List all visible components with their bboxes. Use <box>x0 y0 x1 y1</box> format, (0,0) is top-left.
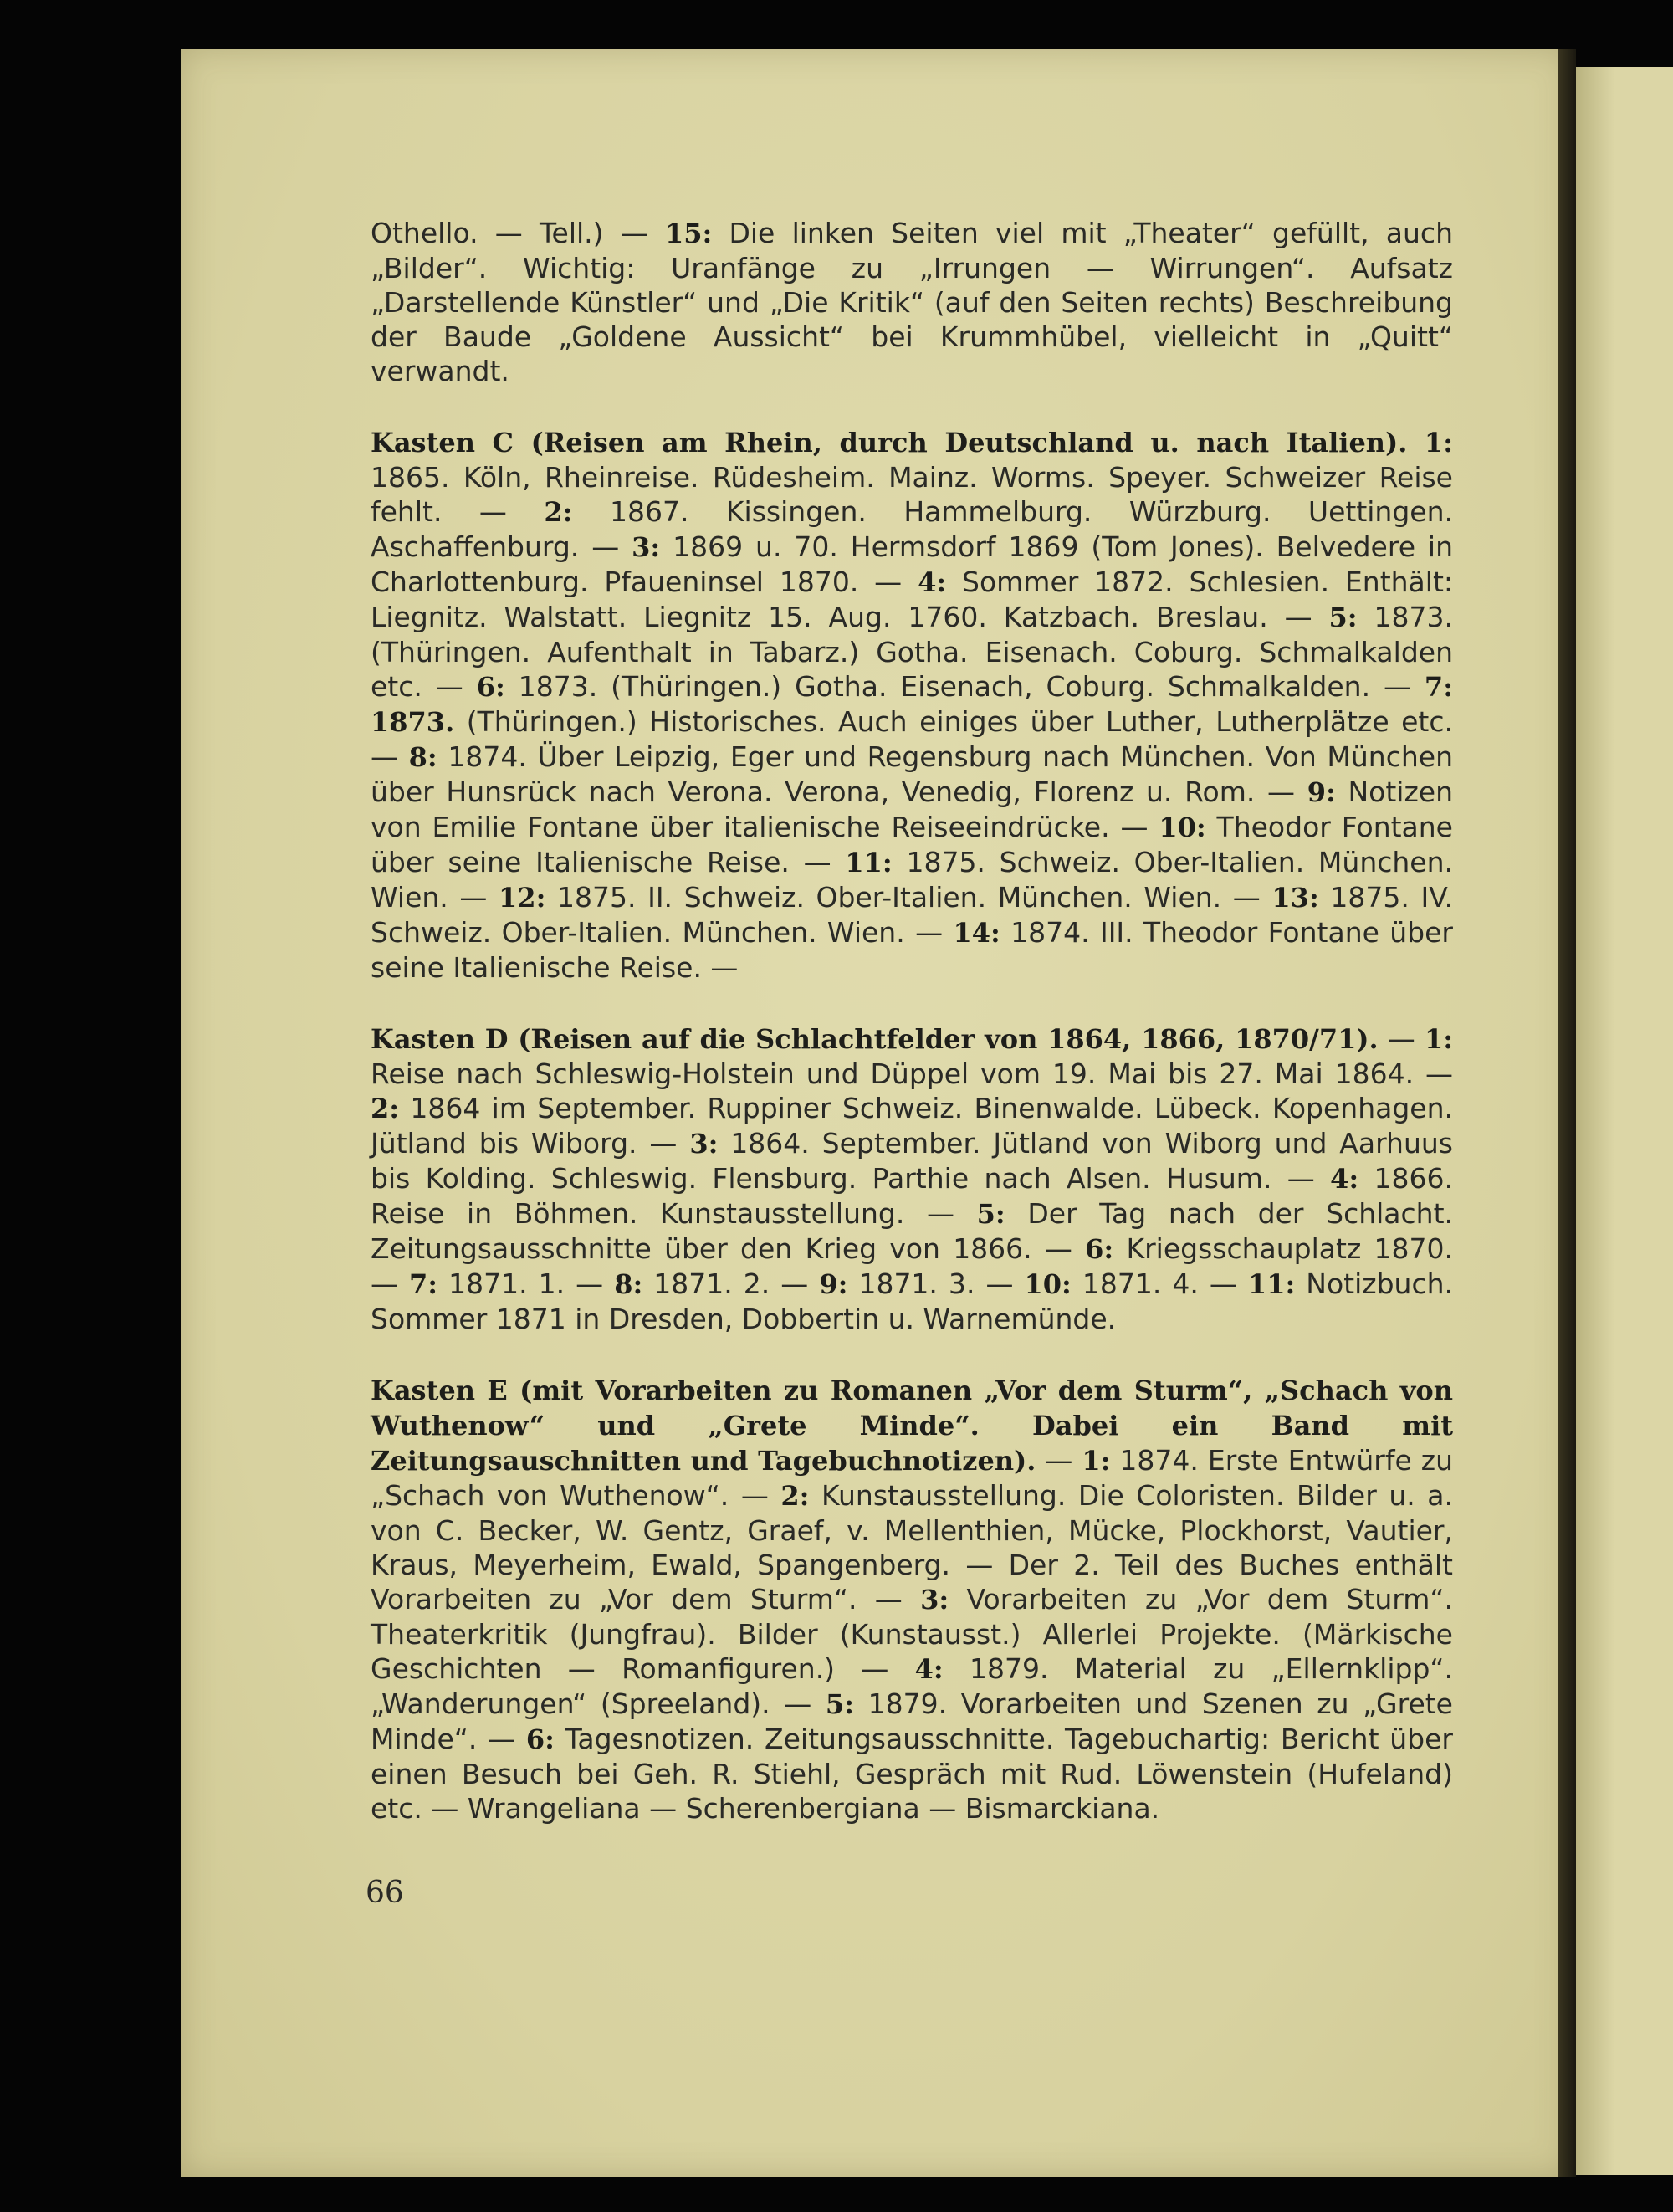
bold-run: 8: <box>408 741 437 773</box>
bold-run: 6: <box>1085 1233 1114 1265</box>
bold-run: 1: <box>1082 1445 1111 1477</box>
text-run: Theodor Fontane über seine Italienische Reise. — <box>371 811 1453 878</box>
text-run: 1865. Köln, Rheinreise. Rüdesheim. Mainz. Worms. Speyer. Schweizer Reise fehlt. — <box>371 461 1453 528</box>
page-number: 66 <box>366 1876 404 1910</box>
text-run: 1869 u. 70. Hermsdorf 1869 (Tom Jones). Belvedere in Charlottenburg. Pfaueninsel 1870. — <box>371 530 1453 598</box>
text-run: 1875. Schweiz. Ober-Italien. München. Wien. — <box>371 846 1454 914</box>
text-run: 1879. Material zu „Ellernklipp“. „Wanderungen“ (Spreeland). — <box>371 1652 1453 1720</box>
paragraph-intro <box>371 216 1453 388</box>
bold-run: 2: <box>544 496 573 528</box>
text-run: 1874. Über Leipzig, Eger und Regensburg nach München. Von München über Hunsrück nach Verona. Verona, Venedig, Florenz u. Rom. — <box>371 740 1453 808</box>
text-run: 1871. 2. — <box>642 1267 820 1300</box>
bold-run: Kasten E (mit Vorarbeiten zu Romanen „Vor dem Sturm“, „Schach von Wuthenow“ und „Grete Minde“. Dabei ein Band mit Zeitungsauschnitten und Tagebuchnotizen). <box>371 1375 1453 1477</box>
text-run: 1879. Vorarbeiten und Szenen zu „Grete Minde“. — <box>371 1687 1453 1755</box>
text-run: 1875. II. Schweiz. Ober-Italien. München. Wien. — <box>545 881 1272 914</box>
bold-run: 5: <box>976 1198 1005 1230</box>
text-run: Kunstausstellung. Die Coloristen. Bilder u. a. von C. Becker, W. Gentz, Graef, v. Mellenthien, Mücke, Plockhorst, Vautier, Kraus, Meyerheim, Ewald, Spangenberg. — Der 2. Teil des Buches enthält Vorarbeiten zu „Vor dem Sturm“. — <box>371 1479 1453 1615</box>
text-run: 1866. Reise in Böhmen. Kunstausstellung. — <box>371 1162 1453 1230</box>
text-run: Der Tag nach der Schlacht. Zeitungsausschnitte über den Krieg von 1866. — <box>371 1197 1453 1265</box>
bold-run: 2: <box>780 1480 810 1512</box>
bold-run: 2: <box>371 1093 400 1124</box>
text-run: 1867. Kissingen. Hammelburg. Würzburg. Uettingen. Aschaffenburg. — <box>371 495 1453 563</box>
text-run: Tagesnotizen. Zeitungsausschnitte. Tagebuchartig: Bericht über einen Besuch bei Geh. R. Stiehl, Gespräch mit Rud. Löwenstein (Hufeland) etc. — Wrangeliana — Scherenbergiana — Bismarckiana. <box>371 1723 1453 1825</box>
text-run: Sommer 1872. Schlesien. Enthält: Liegnitz. Walstatt. Liegnitz 15. Aug. 1760. Katzbach. Breslau. — <box>371 566 1453 633</box>
text-run: 1871. 1. — <box>437 1267 615 1300</box>
text-run: Notizen von Emilie Fontane über italienische Reiseeindrücke. — <box>371 776 1453 843</box>
page-body-text <box>371 216 1453 1825</box>
text-run: Vorarbeiten zu „Vor dem Sturm“. Theaterkritik (Jungfrau). Bilder (Kunstausst.) Allerlei Projekte. (Märkische Geschichten — Romanfiguren.) — <box>371 1583 1453 1685</box>
bold-run: 4: <box>914 1653 944 1685</box>
text-run: 1864 im September. Ruppiner Schweiz. Binenwalde. Lübeck. Kopenhagen. Jütland bis Wiborg. — <box>371 1092 1453 1160</box>
text-run: Reise nach Schleswig-Holstein und Düppel vom 19. Mai bis 27. Mai 1864. — <box>371 1057 1453 1090</box>
bold-run: 11: <box>845 847 893 878</box>
bold-run: 9: <box>819 1268 848 1300</box>
page-gutter <box>1558 49 1576 2177</box>
bold-run: 10: <box>1159 812 1206 843</box>
bold-run: 6: <box>525 1723 555 1755</box>
bold-run: 3: <box>632 531 661 563</box>
text-run: Die linken Seiten viel mit „Theater“ gefüllt, auch „Bilder“. Wichtig: Uranfänge zu „Irrungen — Wirrungen“. Aufsatz „Darstellende Künstler“ und „Die Kritik“ (auf den Seiten rechts) Beschreibung der Baude „Goldene Aussicht“ bei Krummhübel, vielleicht in „Quitt“ verwandt. <box>371 217 1453 387</box>
bold-run: 6: <box>476 671 505 703</box>
paragraph-kasten-c <box>371 425 1453 985</box>
bold-run: Kasten C (Reisen am Rhein, durch Deutschland u. nach Italien). 1: <box>371 427 1453 458</box>
paragraph-kasten-e <box>371 1373 1453 1825</box>
bold-run: 7: <box>409 1268 438 1300</box>
text-run: 1874. Erste Entwürfe zu „Schach von Wuthenow“. — <box>371 1444 1453 1512</box>
bold-run: 4: <box>918 566 947 598</box>
text-run: 1871. 4. — <box>1071 1267 1248 1300</box>
bold-run: 11: <box>1247 1268 1296 1300</box>
text-run: Notizbuch. Sommer 1871 in Dresden, Dobbertin u. Warnemünde. <box>371 1267 1454 1335</box>
text-run: — <box>1036 1444 1082 1477</box>
bold-run: 3: <box>689 1128 719 1160</box>
text-run: 1871. 3. — <box>847 1267 1025 1300</box>
text-run: (Thüringen.) Historisches. Auch einiges über Luther, Lutherplätze etc. — <box>371 705 1453 773</box>
text-run: — <box>1378 1022 1425 1055</box>
paragraph-kasten-d <box>371 1022 1453 1336</box>
text-run: Kriegsschauplatz 1870. — <box>371 1232 1453 1300</box>
bold-run: 5: <box>1328 602 1358 633</box>
facing-page-edge <box>1576 67 1673 2175</box>
text-run: 1864. September. Jütland von Wiborg und Aarhuus bis Kolding. Schleswig. Flensburg. Parthie nach Alsen. Husum. — <box>371 1127 1453 1195</box>
text-run: 1874. III. Theodor Fontane über seine Italienische Reise. — <box>371 916 1454 984</box>
text-run: 1873. (Thüringen. Aufenthalt in Tabarz.) Gotha. Eisenach. Coburg. Schmalkalden etc. — <box>371 601 1453 703</box>
bold-run: 5: <box>825 1688 854 1720</box>
bold-run: 13: <box>1271 882 1319 914</box>
bold-run: Kasten D (Reisen auf die Schlachtfelder von 1864, 1866, 1870/71). <box>371 1023 1379 1055</box>
text-run: Othello. — Tell.) — <box>371 217 665 249</box>
bold-run: 10: <box>1024 1268 1072 1300</box>
bold-run: 9: <box>1307 776 1336 808</box>
text-run: 1873. (Thüringen.) Gotha. Eisenach, Coburg. Schmalkalden. — <box>504 670 1425 703</box>
bold-run: 15: <box>664 218 713 249</box>
bold-run: 8: <box>614 1268 643 1300</box>
text-run: 1875. IV. Schweiz. Ober-Italien. München. Wien. — <box>371 881 1454 949</box>
bold-run: 7: 1873. <box>371 671 1453 738</box>
bold-run: 4: <box>1330 1163 1359 1195</box>
bold-run: 14: <box>953 917 1000 949</box>
bold-run: 3: <box>920 1584 949 1615</box>
bold-run: 12: <box>499 882 546 914</box>
bold-run: 1: <box>1424 1023 1454 1055</box>
